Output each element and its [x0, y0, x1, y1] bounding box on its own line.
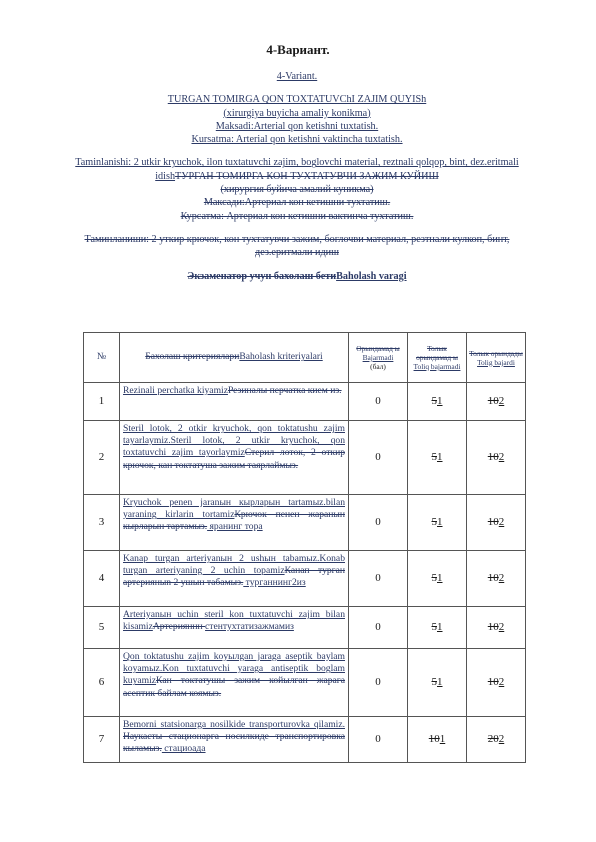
row-number: 4 — [84, 551, 120, 607]
variant-latin: 4-Variant. — [276, 71, 318, 82]
header-criteria: Бахолаш критериялариBaholash kriteriyalari — [120, 333, 349, 383]
table-row — [84, 649, 526, 717]
table-row — [84, 383, 526, 421]
row-number: 7 — [84, 717, 120, 763]
row-criterion: Qon toktatushu zajim koyылgan jaraga aseptik baylam koyamыz.Kon tuxtatuvchi yaraga antiseptik boglam kuyamizКан токтатушы зажим койылган жарага асептик байлам коямыз. — [120, 649, 349, 717]
header-partial: Толык орындамад ы Toliq bajarmadi — [408, 333, 467, 383]
equipment-cyr: Таминланиши: 2 уткир крючок, кон тухтатувчи зажим, боглочви материал, резтнали кулкоп, бинт, дез.еритмали идиш — [84, 233, 510, 259]
score-not-done: 0 — [349, 717, 408, 763]
goal-latin: Maksadi:Arterial qon ketishni tuxtatish. — [215, 120, 379, 132]
row-number: 3 — [84, 495, 120, 551]
row-criterion: Kryuchok penen jaranын кырларын tartamыz.bilan yaraning kirlarin tortamizКрючок пенен жаранын кырларын тартамыз. яранинг тора — [120, 495, 349, 551]
score-not-done: 0 — [349, 607, 408, 649]
course-cyr: Курсатма: Артериал кон кетишни вактинча тухтатиш. — [180, 210, 414, 222]
score-partial: 51 — [408, 607, 467, 649]
score-not-done: 0 — [349, 649, 408, 717]
score-partial: 51 — [408, 383, 467, 421]
equipment-latin: Taminlanishi: 2 utkir kryuchok, ilon tuxtatuvchi zajim, boglovchi material, reztnali qolqop, bint, dez.eritmali idish — [75, 157, 519, 182]
header-num: № — [84, 333, 120, 383]
score-partial: 51 — [408, 495, 467, 551]
topic-cyr: ТУРГАН ТОМИРГА КОН ТУХТАТУВЧИ ЗАЖИМ КУЙИШ — [175, 170, 439, 182]
variant-title: 4-Вариант. — [266, 42, 330, 57]
table-header-row — [84, 333, 526, 383]
row-number: 1 — [84, 383, 120, 421]
header-not-done: Орындамад ы Bajarmadi (бал) — [349, 333, 408, 383]
row-criterion: Arteriyanын uchin steril kon tuxtatuvchi zajim bilan kisamizАртерияннн стентухтатизажмамиз — [120, 607, 349, 649]
goal-cyr: Максади:Артериал кон кетишни тухтатиш. — [203, 197, 391, 209]
row-criterion: Rezinali perchatka kiyamizРезиналы перчатка кием из. — [120, 383, 349, 421]
evaluation-table — [83, 332, 526, 763]
row-number: 6 — [84, 649, 120, 717]
subject-cyr: (хирургия буйича амалий куникма) — [220, 184, 374, 196]
score-full: 102 — [467, 383, 526, 421]
score-partial: 51 — [408, 421, 467, 495]
score-partial: 51 — [408, 649, 467, 717]
topic-latin: TURGAN TOMIRGA QON TOXTATUVChI ZAJIM QUYISh — [167, 94, 427, 106]
score-full: 102 — [467, 495, 526, 551]
document-header — [66, 70, 528, 283]
table-row — [84, 551, 526, 607]
score-full: 102 — [467, 421, 526, 495]
table-row — [84, 717, 526, 763]
table-row — [84, 495, 526, 551]
evaluation-sheet-title — [66, 270, 528, 283]
score-full: 102 — [467, 551, 526, 607]
table-row — [84, 421, 526, 495]
eval-latin: Baholash varagi — [336, 270, 407, 282]
course-latin: Kursatma: Arterial qon ketishni vaktincha tuxtatish. — [191, 134, 403, 146]
row-criterion: Steril lotok, 2 otkir kryuchok, qon toktatushu zajim tayarlaymiz.Steril lotok, 2 utkir kryuchok, qon toxtatuvchi zajim tayorlaymizСтерил лоток, 2 откир крючок, кан токтатуша зажим таярлаймыз. — [120, 421, 349, 495]
score-not-done: 0 — [349, 421, 408, 495]
score-not-done: 0 — [349, 383, 408, 421]
score-not-done: 0 — [349, 495, 408, 551]
row-number: 5 — [84, 607, 120, 649]
eval-cyr: Экзаменатор учун бахолаш бети — [187, 270, 337, 282]
subject-latin: (xirurgiya buyicha amaliy konikma) — [223, 107, 371, 119]
row-criterion: Kanap turgan arteriyanын 2 ushын tabamыz.Konab turgan arteriyaning 2 uchin topamizКанап турган артерияныn 2 ушын табамыз. турганнинг2из — [120, 551, 349, 607]
score-partial: 51 — [408, 551, 467, 607]
row-criterion: Bemorni statsionarga nosilkide transporturovka qilamiz. Наукасты стационарга носилкиде транспортировка кыламыз. стациоада — [120, 717, 349, 763]
score-not-done: 0 — [349, 551, 408, 607]
score-full: 102 — [467, 607, 526, 649]
row-number: 2 — [84, 421, 120, 495]
score-partial: 101 — [408, 717, 467, 763]
score-full: 202 — [467, 717, 526, 763]
table-row — [84, 607, 526, 649]
score-full: 102 — [467, 649, 526, 717]
header-full: Толык орындады Tolig bajardi — [467, 333, 526, 383]
